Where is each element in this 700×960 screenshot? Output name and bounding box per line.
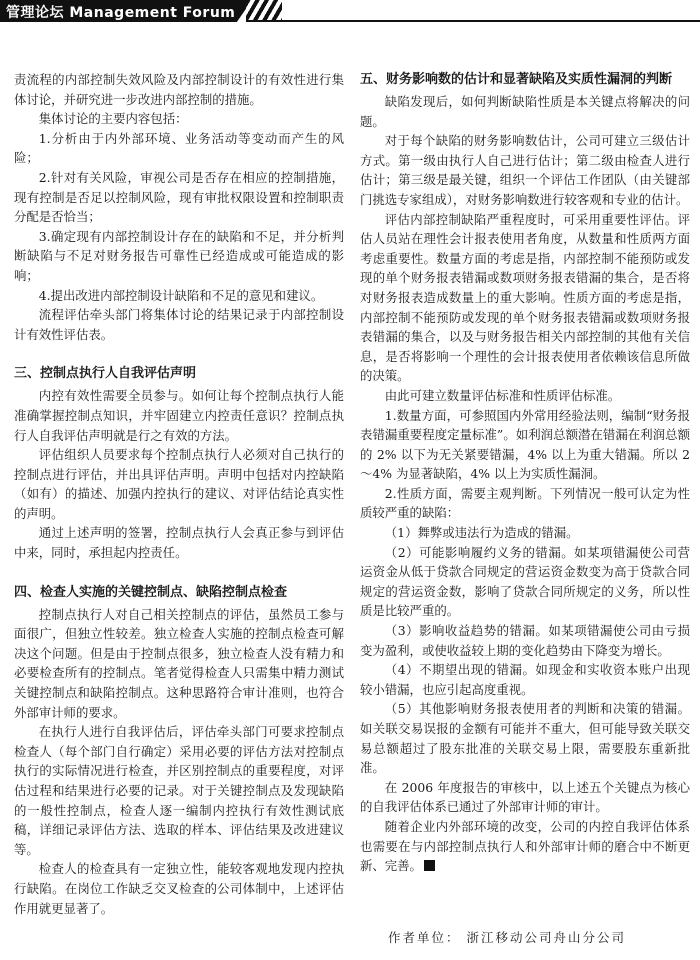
paragraph: 流程评估牵头部门将集体讨论的结果记录于内部控制设计有效性评估表。 [14, 307, 344, 342]
author-label: 作者单位： [388, 930, 461, 945]
paragraph: 2.性质方面，需要主观判断。下列情况一般可认定为性质较严重的缺陷： [360, 485, 690, 521]
header-rule [246, 20, 700, 22]
list-item: 1.分析由于内外部环境、业务活动等变动而产生的风险； [14, 130, 344, 166]
paragraph: 在 2006 年度报告的审核中，以上述五个关键点为核心的自我评估体系已通过了外部审计师的审计。 [360, 779, 690, 815]
paragraph: 责流程的内部控制失效风险及内部控制设计的有效性进行集体讨论，并研究进一步改进内部控制的措施。 [14, 72, 344, 107]
section-heading: 五、财务影响数的估计和显著缺陷及实质性漏洞的判断 [360, 72, 673, 87]
list-item: 4.提出改进内部控制设计缺陷和不足的意见和建议。 [38, 287, 324, 303]
paragraph: 控制点执行人对自己相关控制点的评估，虽然员工参与面很广，但独立性较差。独立检查人实施的控制点检查可解决这个问题。但是由于控制点很多，独立检查人没有精力和必要检查所有的控制点。笔者觉得检查人只需集中精力测试关键控制点和缺陷控制点。这种思路符合审计准则，也符合外部审计师的要求。 [14, 606, 344, 720]
paragraph [360, 817, 690, 876]
paragraph: 由此可建立数量评估标准和性质评估标准。 [384, 387, 621, 403]
end-mark-icon [424, 860, 435, 871]
left-column [14, 70, 344, 918]
list-item: （3）影响收益趋势的错漏。如某项错漏使公司由亏损变为盈利，或使收益较上期的变化趋势由下降变为增长。 [360, 623, 690, 658]
paragraph: 内控有效性需要全员参与。如何让每个控制点执行人能准确掌握控制点知识，并牢固建立内控责任意识？控制点执行人自我评估声明就是行之有效的方法。 [14, 388, 344, 443]
paragraph: 检查人的检查具有一定独立性，能较客观地发现内控执行缺陷。在岗位工作缺乏交叉检查的公司体制中，上述评估作用就更显著了。 [14, 861, 344, 916]
list-item: 2.针对有关风险，审视公司是否存在相应的控制措施，现有控制是否足以控制风险，现有审批权限设置和控制职责分配是否恰当； [14, 169, 344, 225]
author-affiliation [388, 928, 632, 946]
header-title: 管理论坛 Management Forum [6, 5, 236, 21]
header-stripes [246, 0, 282, 22]
list-item: （2）可能影响履约义务的错漏。如某项错漏使公司营运资金从低于贷款合同规定的营运资金数变为高于贷款合同规定的营运资金数，影响了贷款合同所规定的义务，所以性质是比较严重的。 [360, 544, 690, 619]
list-item: （5）其他影响财务报表使用者的判断和决策的错漏。如关联交易误报的金额有可能并不重大，但可能导致关联交易总额超过了股东批准的关联交易上限，需要股东重新批准。 [360, 701, 690, 776]
page-header [0, 0, 700, 24]
paragraph: 通过上述声明的签署，控制点执行人会真正参与到评估中来，同时，承担起内控责任。 [14, 525, 344, 561]
section-heading: 三、控制点执行人自我评估声明 [14, 366, 197, 382]
author-value: 浙江移动公司舟山分公司 [466, 930, 627, 945]
section-heading: 四、检查人实施的关键控制点、缺陷控制点检查 [14, 584, 288, 600]
paragraph: 1.数量方面，可参照国内外常用经验法则，编制“财务报表错漏重要程度定量标准”。如利润总额潜在错漏在利润总额的 2% 以下为无关紧要错漏，4% 以上为重大错漏。所以 2～4% 为显著缺陷，4% 以上为实质性漏洞。 [360, 407, 690, 482]
list-item: （1）舞弊或违法行为造成的错漏。 [384, 525, 579, 541]
paragraph: 集体讨论的主要内容包括： [38, 111, 188, 127]
list-item: （4）不期望出现的错漏。如现金和实收资本账户出现较小错漏，也应引起高度重视。 [360, 662, 690, 697]
paragraph: 对于每个缺陷的财务影响数估计，公司可建立三级估计方式。第一级由执行人自己进行估计；第二级由检查人进行估计；第三级是最关键，组织一个评估工作团队（由关键部门挑选专家组成），对财务影响数进行较客观和专业的估计。 [360, 133, 690, 207]
paragraph: 评估组织人员要求每个控制点执行人必须对自己执行的控制点进行评估，并出具评估声明。声明中包括对内控缺陷（如有）的描述、加强内控执行的建议、对评估结论真实性的声明。 [14, 447, 344, 521]
closing-text: 随着企业内外部环境的改变，公司的内控自我评估体系也需要在与内部控制点执行人和外部审计师的磨合中不断更新、完善。 [360, 818, 690, 874]
paragraph: 评估内部控制缺陷严重程度时，可采用重要性评估。评估人员站在理性会计报表使用者角度，从数量和性质两方面考虑重要性。数量方面的考虑是指，内部控制不能预防或发现的单个财务报表错漏或数项财务报表错漏的集合，是否将对财务报表造成数量上的重大影响。性质方面的考虑是指，内部控制不能预防或发现的单个财务报表错漏或数项财务报表错漏的集合，以及与财务报告相关内部控制的其他有关信息，是否将影响一个理性的会计报表使用者依赖该信息所做的决策。 [360, 211, 690, 384]
right-column [360, 70, 690, 876]
paragraph: 在执行人进行自我评估后，评估牵头部门可要求控制点检查人（每个部门自行确定）采用必要的评估方法对控制点执行的实际情况进行检查，并区别控制点的重要程度，对评估过程和结果进行必要的记录。对于关键控制点及发现缺陷的一般性控制点，检查人逐一编制内控执行有效性测试底稿，详细记录评估方法、选取的样本、评估结果及改进建议等。 [14, 724, 344, 857]
list-item: 3.确定现有内部控制设计存在的缺陷和不足，并分析判断缺陷与不足对财务报告可靠性已经造成或可能造成的影响； [14, 228, 344, 283]
paragraph: 缺陷发现后，如何判断缺陷性质是本关键点将解决的问题。 [360, 94, 690, 129]
